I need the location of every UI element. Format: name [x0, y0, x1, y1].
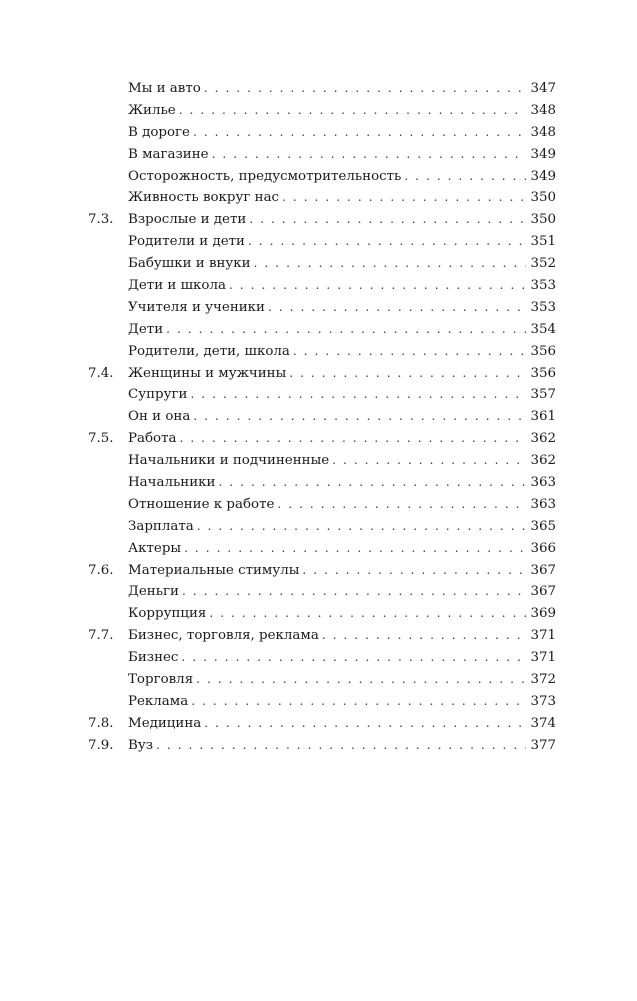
toc-entry: [88, 581, 556, 603]
dot-leader: [156, 735, 526, 757]
toc-entry-page: 367: [530, 584, 556, 600]
toc-entry-number: 7.4.: [88, 365, 114, 381]
toc-entry-title: Бабушки и внуки: [128, 256, 251, 272]
toc-entry-title: Супруги: [128, 387, 188, 403]
toc-entry: [88, 253, 556, 275]
toc-entry-number: 7.8.: [88, 715, 114, 731]
dot-leader: [254, 253, 527, 275]
toc-entry: [88, 406, 556, 428]
toc-entry-page: 363: [530, 475, 556, 491]
toc-entry-title: Жилье: [128, 102, 176, 118]
toc-entry-page: 372: [530, 672, 556, 688]
toc-entry: [88, 231, 556, 253]
toc-entry: [88, 122, 556, 144]
dot-leader: [182, 581, 526, 603]
toc-entry-title: В дороге: [128, 124, 190, 140]
toc-entry: [88, 384, 556, 406]
dot-leader: [289, 363, 526, 385]
toc-entry-title: Он и она: [128, 409, 191, 425]
toc-entry-title: Дети: [128, 321, 164, 337]
toc-entry-number: 7.6.: [88, 562, 114, 578]
dot-leader: [180, 428, 527, 450]
toc-entry-page: 371: [530, 650, 556, 666]
toc-entry-title: Женщины и мужчины: [128, 365, 287, 381]
toc-entry: [88, 363, 556, 385]
toc-entry-page: 366: [530, 540, 556, 556]
toc-entry: [88, 209, 556, 231]
dot-leader: [209, 603, 526, 625]
toc-entry-page: 353: [530, 278, 556, 294]
toc-entry-title: Работа: [128, 431, 177, 447]
toc-entry-page: 353: [530, 299, 556, 315]
toc-entry: [88, 428, 556, 450]
dot-leader: [204, 713, 526, 735]
toc-entry-page: 373: [530, 693, 556, 709]
toc-entry: [88, 187, 556, 209]
toc-entry: [88, 472, 556, 494]
dot-leader: [268, 297, 526, 319]
dot-leader: [277, 494, 526, 516]
toc-entry: [88, 560, 556, 582]
toc-entry-page: 350: [530, 212, 556, 228]
dot-leader: [197, 516, 527, 538]
toc-entry-page: 362: [530, 431, 556, 447]
toc-entry-page: 374: [530, 715, 556, 731]
toc-entry-title: Начальники: [128, 475, 216, 491]
toc-entry-title: Родители и дети: [128, 234, 245, 250]
toc-entry: [88, 735, 556, 757]
toc-entry: [88, 494, 556, 516]
toc-entry-title: В магазине: [128, 146, 209, 162]
toc-entry-page: 354: [530, 321, 556, 337]
toc-entry-page: 356: [530, 365, 556, 381]
toc-entry-page: 377: [530, 737, 556, 753]
toc-entry: [88, 275, 556, 297]
toc-entry-title: Начальники и подчиненные: [128, 453, 330, 469]
toc-entry-page: 367: [530, 562, 556, 578]
toc-entry-title: Учителя и ученики: [128, 299, 265, 315]
dot-leader: [332, 450, 526, 472]
dot-leader: [184, 538, 526, 560]
toc-entry-number: 7.9.: [88, 737, 114, 753]
toc-entry-title: Вуз: [128, 737, 154, 753]
toc-entry-number: 7.3.: [88, 212, 114, 228]
toc-entry-page: 348: [530, 102, 556, 118]
toc-entry-title: Взрослые и дети: [128, 212, 247, 228]
toc-entry: [88, 341, 556, 363]
toc-entry: [88, 691, 556, 713]
toc-entry-page: 348: [530, 124, 556, 140]
toc-entry-page: 371: [530, 628, 556, 644]
toc-entry-title: Коррупция: [128, 606, 207, 622]
toc-entry-title: Осторожность, предусмотрительность: [128, 168, 402, 184]
toc-entry: [88, 450, 556, 472]
toc-entry-title: Материальные стимулы: [128, 562, 300, 578]
toc-entry-page: 357: [530, 387, 556, 403]
toc-entry-title: Медицина: [128, 715, 202, 731]
dot-leader: [218, 472, 526, 494]
toc-entry-page: 361: [530, 409, 556, 425]
table-of-contents: [88, 78, 556, 757]
toc-entry-page: 351: [530, 234, 556, 250]
dot-leader: [191, 691, 526, 713]
dot-leader: [196, 669, 526, 691]
dot-leader: [204, 78, 527, 100]
toc-entry-page: 347: [530, 81, 556, 96]
toc-entry-title: Мы и авто: [128, 81, 201, 96]
dot-leader: [193, 122, 526, 144]
dot-leader: [322, 625, 527, 647]
toc-entry-number: 7.5.: [88, 431, 114, 447]
toc-entry-title: Живность вокруг нас: [128, 190, 280, 206]
dot-leader: [282, 187, 526, 209]
toc-entry-title: Отношение к работе: [128, 496, 275, 512]
dot-leader: [193, 406, 526, 428]
toc-entry: [88, 100, 556, 122]
toc-entry: [88, 538, 556, 560]
toc-entry: [88, 297, 556, 319]
toc-entry-page: 363: [530, 496, 556, 512]
toc-entry-page: 350: [530, 190, 556, 206]
dot-leader: [179, 100, 527, 122]
dot-leader: [229, 275, 526, 297]
dot-leader: [404, 166, 526, 188]
dot-leader: [248, 231, 526, 253]
dot-leader: [166, 319, 526, 341]
toc-entry: [88, 166, 556, 188]
toc-entry-page: 362: [530, 453, 556, 469]
toc-entry-page: 349: [530, 168, 556, 184]
dot-leader: [302, 560, 526, 582]
toc-entry-title: Бизнес, торговля, реклама: [128, 628, 319, 644]
dot-leader: [293, 341, 527, 363]
toc-entry: [88, 713, 556, 735]
toc-entry: [88, 319, 556, 341]
toc-entry-title: Реклама: [128, 693, 189, 709]
toc-entry-page: 349: [530, 146, 556, 162]
toc-entry: [88, 603, 556, 625]
toc-entry-page: 352: [530, 256, 556, 272]
toc-entry-title: Дети и школа: [128, 278, 226, 294]
dot-leader: [249, 209, 526, 231]
dot-leader: [190, 384, 526, 406]
toc-entry-title: Деньги: [128, 584, 179, 600]
toc-entry: [88, 669, 556, 691]
toc-entry-title: Бизнес: [128, 650, 179, 666]
dot-leader: [212, 144, 527, 166]
toc-entry: [88, 78, 556, 100]
toc-entry-page: 369: [530, 606, 556, 622]
toc-entry-title: Родители, дети, школа: [128, 343, 290, 359]
toc-entry: [88, 144, 556, 166]
toc-entry-title: Зарплата: [128, 518, 194, 534]
toc-entry: [88, 647, 556, 669]
toc-entry-title: Торговля: [128, 672, 194, 688]
dot-leader: [181, 647, 526, 669]
toc-entry-page: 356: [530, 343, 556, 359]
toc-entry: [88, 516, 556, 538]
toc-entry-title: Актеры: [128, 540, 182, 556]
toc-entry-number: 7.7.: [88, 628, 114, 644]
toc-entry-page: 365: [530, 518, 556, 534]
toc-entry: [88, 625, 556, 647]
